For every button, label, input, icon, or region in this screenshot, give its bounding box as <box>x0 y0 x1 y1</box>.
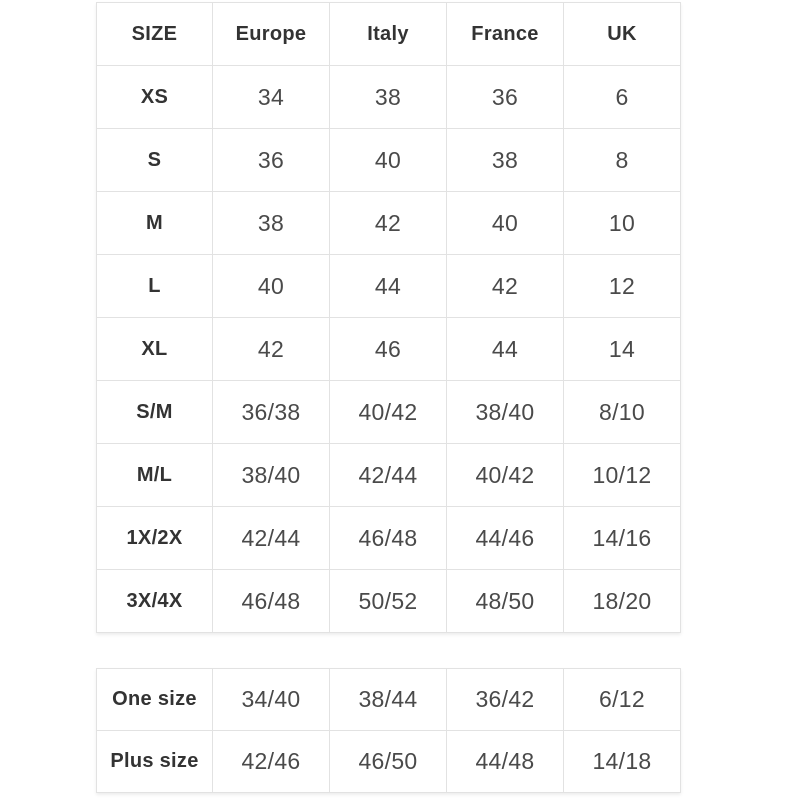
cell-europe: 34 <box>213 66 330 129</box>
cell-uk: 8/10 <box>564 381 681 444</box>
cell-europe: 46/48 <box>213 570 330 633</box>
cell-europe: 42 <box>213 318 330 381</box>
row-label: XL <box>97 318 213 381</box>
row-label: 1X/2X <box>97 507 213 570</box>
cell-france: 38 <box>447 129 564 192</box>
cell-uk: 18/20 <box>564 570 681 633</box>
row-label: S/M <box>97 381 213 444</box>
table-row-plus-size <box>97 731 681 793</box>
row-label: Plus size <box>97 731 213 793</box>
cell-italy: 42/44 <box>330 444 447 507</box>
cell-uk: 14/18 <box>564 731 681 793</box>
cell-europe: 42/44 <box>213 507 330 570</box>
cell-europe: 42/46 <box>213 731 330 793</box>
cell-italy: 46/50 <box>330 731 447 793</box>
cell-uk: 8 <box>564 129 681 192</box>
cell-uk: 10/12 <box>564 444 681 507</box>
cell-france: 42 <box>447 255 564 318</box>
table-row-xl <box>97 318 681 381</box>
row-label: S <box>97 129 213 192</box>
cell-italy: 50/52 <box>330 570 447 633</box>
cell-italy: 40 <box>330 129 447 192</box>
row-label: XS <box>97 66 213 129</box>
table-row-l <box>97 255 681 318</box>
column-header-size: SIZE <box>97 3 213 66</box>
cell-italy: 46/48 <box>330 507 447 570</box>
cell-europe: 34/40 <box>213 669 330 731</box>
table-row-xs <box>97 66 681 129</box>
cell-france: 44/48 <box>447 731 564 793</box>
cell-france: 40/42 <box>447 444 564 507</box>
cell-france: 48/50 <box>447 570 564 633</box>
column-header-france: France <box>447 3 564 66</box>
cell-uk: 10 <box>564 192 681 255</box>
row-label: 3X/4X <box>97 570 213 633</box>
column-header-italy: Italy <box>330 3 447 66</box>
table-row-m <box>97 192 681 255</box>
cell-italy: 42 <box>330 192 447 255</box>
cell-italy: 44 <box>330 255 447 318</box>
cell-europe: 38 <box>213 192 330 255</box>
cell-france: 36 <box>447 66 564 129</box>
column-header-uk: UK <box>564 3 681 66</box>
cell-europe: 40 <box>213 255 330 318</box>
cell-uk: 12 <box>564 255 681 318</box>
cell-uk: 14/16 <box>564 507 681 570</box>
row-label: M/L <box>97 444 213 507</box>
cell-europe: 38/40 <box>213 444 330 507</box>
table-row-s-m <box>97 381 681 444</box>
cell-italy: 38 <box>330 66 447 129</box>
cell-europe: 36/38 <box>213 381 330 444</box>
cell-france: 44 <box>447 318 564 381</box>
cell-italy: 38/44 <box>330 669 447 731</box>
cell-italy: 46 <box>330 318 447 381</box>
table-header-row <box>97 3 681 66</box>
cell-uk: 6 <box>564 66 681 129</box>
row-label: One size <box>97 669 213 731</box>
cell-france: 38/40 <box>447 381 564 444</box>
table-row-one-size <box>97 669 681 731</box>
column-header-europe: Europe <box>213 3 330 66</box>
cell-france: 40 <box>447 192 564 255</box>
table-row-s <box>97 129 681 192</box>
table-row-3x-4x <box>97 570 681 633</box>
cell-uk: 14 <box>564 318 681 381</box>
row-label: L <box>97 255 213 318</box>
cell-uk: 6/12 <box>564 669 681 731</box>
row-label: M <box>97 192 213 255</box>
cell-italy: 40/42 <box>330 381 447 444</box>
size-conversion-table <box>96 2 681 633</box>
table-row-m-l <box>97 444 681 507</box>
special-sizes-table <box>96 668 681 793</box>
table-row-1x-2x <box>97 507 681 570</box>
cell-france: 36/42 <box>447 669 564 731</box>
cell-europe: 36 <box>213 129 330 192</box>
cell-france: 44/46 <box>447 507 564 570</box>
